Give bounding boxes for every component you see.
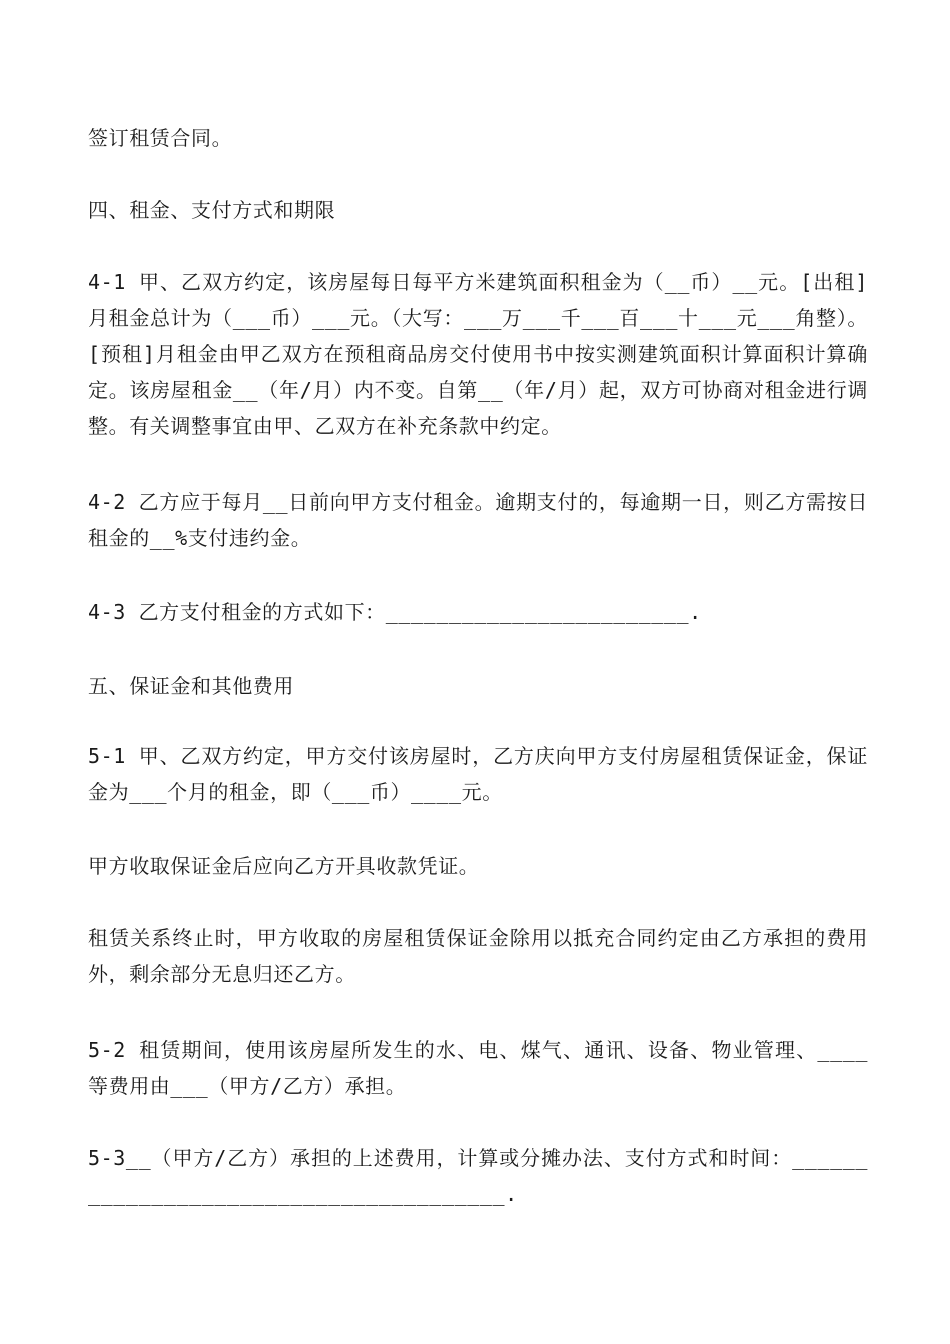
clause-5-2: 5-2 租赁期间，使用该房屋所发生的水、电、煤气、通讯、设备、物业管理、____等费用由___（甲方/乙方）承担。 [88, 1038, 868, 1098]
paragraph-deposit-refund: 租赁关系终止时，甲方收取的房屋租赁保证金除用以抵充合同约定由乙方承担的费用外，剩余部分无息归还乙方。 [88, 926, 868, 986]
section-heading-deposit-fees: 五、保证金和其他费用 [88, 674, 294, 698]
clause-4-2: 4-2 乙方应于每月__日前向甲方支付租金。逾期支付的，每逾期一日，则乙方需按日租金的__%支付违约金。 [88, 490, 868, 550]
clause-5-1: 5-1 甲、乙双方约定，甲方交付该房屋时，乙方庆向甲方支付房屋租赁保证金，保证金为___个月的租金，即（___币）____元。 [88, 744, 868, 804]
clause-5-3: 5-3__（甲方/乙方）承担的上述费用，计算或分摊办法、支付方式和时间：_______________________________________. [88, 1146, 868, 1206]
section-heading-rent-payment: 四、租金、支付方式和期限 [88, 198, 336, 222]
clause-4-3: 4-3 乙方支付租金的方式如下：________________________. [88, 600, 702, 624]
paragraph-sign-contract: 签订租赁合同。 [88, 126, 233, 150]
paragraph-deposit-receipt: 甲方收取保证金后应向乙方开具收款凭证。 [88, 854, 480, 878]
clause-4-1: 4-1 甲、乙双方约定，该房屋每日每平方米建筑面积租金为（__币）__元。[出租]月租金总计为（___币）___元。（大写：___万___千___百___十___元___角整）。[预租]月租金由甲乙双方在预租商品房交付使用书中按实测建筑面积计算面积计算确定。该房屋租金__（年/月）内不变。自第__（年/月）起，双方可协商对租金进行调整。有关调整事宜由甲、乙双方在补充条款中约定。 [88, 270, 868, 438]
